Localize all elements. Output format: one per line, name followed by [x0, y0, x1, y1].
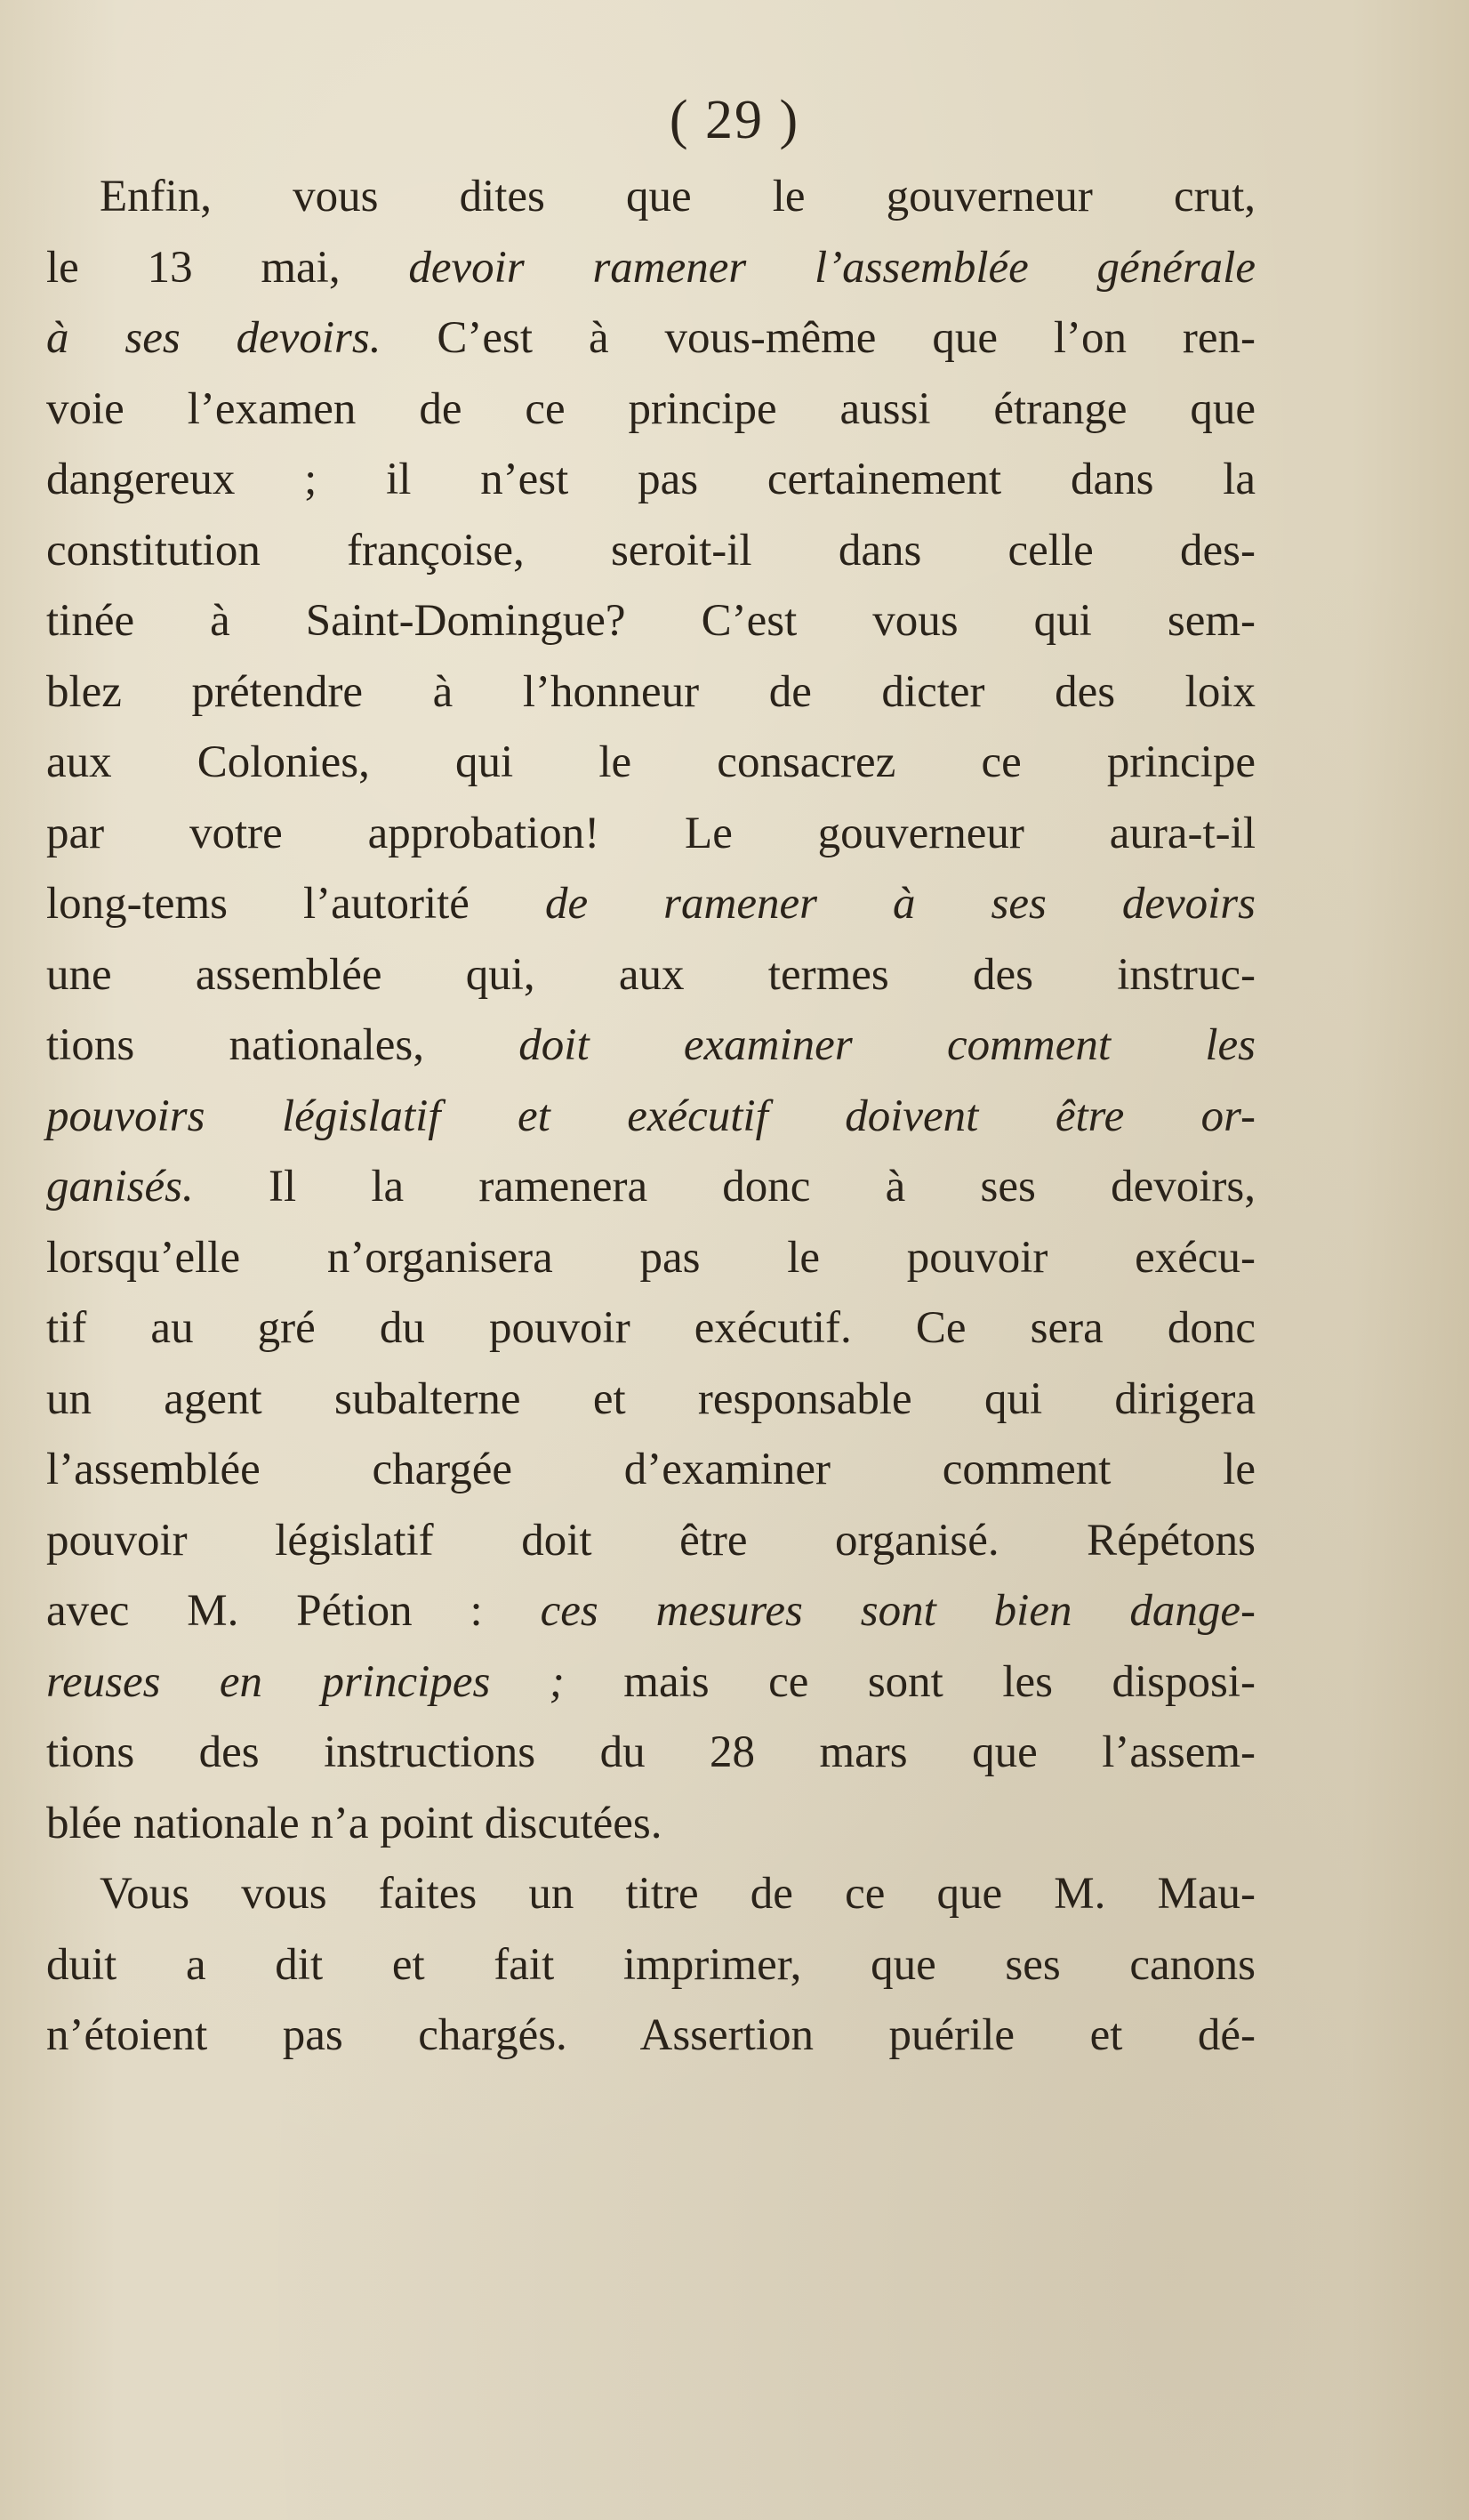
text-span: un agent subalterne et responsable qui dirigera	[46, 1373, 1256, 1424]
text-line	[46, 374, 1256, 446]
text-span: le 13 mai,	[46, 242, 409, 293]
text-line	[46, 1435, 1256, 1506]
text-line	[46, 445, 1256, 516]
text-span: par votre approbation! Le gouverneur aura-t-il	[46, 808, 1256, 858]
text-line	[46, 799, 1256, 870]
text-line	[46, 586, 1256, 657]
text-span: tions des instructions du 28 mars que l’assem-	[46, 1727, 1256, 1777]
text-span: constitution françoise, seroit-il dans celle des-	[46, 525, 1256, 576]
text-span: tions nationales,	[46, 1020, 519, 1070]
text-span: dangereux ; il n’est pas certainement dans la	[46, 455, 1256, 504]
text-span: n’étoient pas chargés. Assertion puérile et dé-	[46, 2010, 1256, 2060]
text-span: voie l’examen de ce principe aussi étrange que	[46, 383, 1256, 434]
text-line	[46, 1930, 1256, 2001]
text-line	[46, 657, 1256, 729]
text-line	[46, 1576, 1256, 1647]
text-span: long-tems l’autorité	[46, 879, 545, 929]
text-line	[46, 303, 1256, 374]
text-line	[46, 1859, 1256, 1930]
text-span: duit a dit et fait imprimer, que ses canons	[46, 1939, 1256, 1990]
text-line	[46, 1010, 1256, 1082]
text-span: mais ce sont les disposi-	[564, 1656, 1256, 1707]
text-span-italic: reuses en principes ;	[46, 1656, 565, 1707]
text-span: blée nationale n’a point discutées.	[46, 1798, 662, 1848]
text-span-italic: devoir ramener l’assemblée générale	[408, 242, 1256, 293]
text-span: blez prétendre à l’honneur de dicter des loix	[46, 666, 1256, 717]
text-line	[46, 940, 1256, 1011]
text-line	[46, 1152, 1256, 1223]
text-span: Vous vous faites un titre de ce que M. Mau-	[100, 1869, 1256, 1919]
text-span: lorsqu’elle n’organisera pas le pouvoir exécu-	[46, 1232, 1256, 1283]
text-span-italic: doit examiner comment les	[518, 1020, 1256, 1070]
text-span: Enfin, vous dites que le gouverneur crut,	[100, 172, 1256, 221]
text-line	[46, 1506, 1256, 1577]
text-line	[46, 728, 1256, 799]
text-span: l’assemblée chargée d’examiner comment le	[46, 1445, 1256, 1494]
text-span: aux Colonies, qui le consacrez ce principe	[46, 737, 1256, 787]
text-line	[46, 1647, 1256, 1719]
text-line	[46, 1223, 1256, 1294]
text-line	[46, 1365, 1256, 1436]
text-span-italic: à ses devoirs.	[46, 313, 381, 363]
text-span: pouvoir législatif doit être organisé. Répétons	[46, 1515, 1256, 1566]
text-span: tif au gré du pouvoir exécutif. Ce sera donc	[46, 1303, 1256, 1353]
text-line	[46, 1718, 1256, 1789]
text-line	[46, 233, 1256, 304]
text-span: tinée à Saint-Domingue? C’est vous qui sem-	[46, 596, 1256, 646]
text-span: une assemblée qui, aux termes des instruc-	[46, 949, 1256, 1000]
text-line	[46, 1082, 1256, 1153]
text-span: Il la ramenera donc à ses devoirs,	[193, 1162, 1256, 1212]
text-line	[46, 869, 1256, 940]
text-span: C’est à vous-même que l’on ren-	[381, 313, 1256, 363]
text-span-italic: ganisés.	[46, 1162, 194, 1212]
page-number: ( 29 )	[669, 90, 800, 150]
text-span: avec M. Pétion :	[46, 1586, 541, 1636]
text-line	[46, 2001, 1256, 2072]
text-span-italic: ces mesures sont bien dange-	[540, 1586, 1256, 1636]
text-line	[46, 1789, 1256, 1860]
text-line	[46, 162, 1256, 233]
text-span-italic: de ramener à ses devoirs	[544, 879, 1256, 929]
text-span-italic: pouvoirs législatif et exécutif doivent être or-	[46, 1091, 1256, 1141]
body-text	[46, 162, 1256, 2072]
text-line	[46, 516, 1256, 587]
text-line	[46, 1293, 1256, 1365]
